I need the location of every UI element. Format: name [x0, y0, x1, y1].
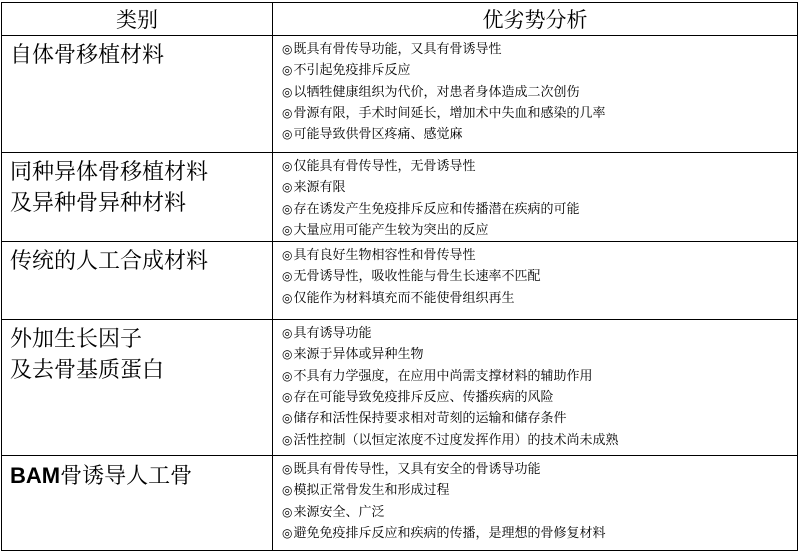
bullet-icon: ◎ [282, 347, 293, 362]
list-item: ◎避免免疫排斥反应和疾病的传播，是理想的骨修复材料 [282, 526, 606, 542]
bullet-icon: ◎ [282, 462, 293, 477]
bullet-icon: ◎ [282, 526, 293, 541]
list-item: ◎来源安全、广泛 [282, 504, 385, 520]
category-label: 外加生长因子 [10, 327, 143, 353]
bullet-icon: ◎ [282, 390, 293, 405]
list-item: ◎既具有骨传导性，又具有安全的骨诱导功能 [282, 462, 541, 478]
bullet-icon: ◎ [282, 63, 293, 78]
list-item: ◎存在诱发产生免疫排斥反应和传播潜在疾病的可能 [282, 201, 580, 217]
analysis-cell [273, 320, 798, 456]
header-analysis: 优劣势分析 [273, 3, 798, 36]
table-row [2, 456, 798, 551]
bullet-icon: ◎ [282, 326, 293, 341]
bullet-icon: ◎ [282, 248, 293, 263]
analysis-cell [273, 36, 798, 153]
table-row [2, 36, 798, 153]
analysis-cell [273, 153, 798, 242]
category-label: 同种异体骨移植材料 [10, 160, 209, 185]
category-cell [2, 36, 273, 153]
bullet-icon: ◎ [282, 84, 293, 99]
bullet-icon: ◎ [282, 127, 293, 142]
bullet-icon: ◎ [282, 432, 293, 447]
bullet-icon: ◎ [282, 222, 293, 237]
comparison-table [1, 2, 798, 551]
bullet-icon: ◎ [282, 42, 293, 56]
bullet-icon: ◎ [282, 201, 293, 216]
list-item: ◎模拟正常骨发生和形成过程 [282, 483, 450, 499]
list-item: ◎既具有骨传导功能，又具有骨诱导性 [282, 42, 502, 57]
list-item: ◎可能导致供骨区疼痛、感觉麻 [282, 127, 463, 143]
table-row [2, 153, 798, 242]
bullet-icon: ◎ [282, 180, 293, 195]
category-cell [2, 153, 273, 242]
bullet-icon: ◎ [282, 159, 293, 173]
list-item: ◎储存和活性保持要求相对苛刻的运输和储存条件 [282, 411, 567, 427]
list-item: ◎活性控制（以恒定浓度不过度发挥作用）的技术尚未成熟 [282, 432, 619, 448]
list-item: ◎不具有力学强度，在应用中尚需支撑材料的辅助作用 [282, 368, 593, 384]
bullet-icon: ◎ [282, 290, 293, 305]
category-cell [2, 242, 273, 320]
bullet-icon: ◎ [282, 368, 293, 383]
list-item: ◎存在可能导致免疫排斥反应、传播疾病的风险 [282, 390, 554, 406]
category-label: 自体骨移植材料 [10, 43, 165, 68]
header-row [2, 3, 798, 36]
header-category: 类别 [2, 3, 273, 36]
list-item: ◎来源于异体或异种生物 [282, 347, 424, 363]
category-label: 传统的人工合成材料 [10, 249, 209, 275]
list-item: ◎具有诱导功能 [282, 326, 372, 342]
category-cell [2, 456, 273, 551]
analysis-cell [273, 242, 798, 320]
list-item: ◎骨源有限，手术时间延长，增加术中失血和感染的几率 [282, 105, 606, 121]
list-item: ◎无骨诱导性，吸收性能与骨生长速率不匹配 [282, 269, 541, 285]
category-label: 及去骨基质蛋白 [10, 358, 165, 384]
list-item: ◎仅能具有骨传导性，无骨诱导性 [282, 159, 476, 174]
analysis-cell [273, 456, 798, 551]
bullet-icon: ◎ [282, 269, 293, 284]
bullet-icon: ◎ [282, 504, 293, 519]
category-label: 及异种骨异种材料 [10, 191, 187, 216]
list-item: ◎来源有限 [282, 180, 346, 196]
bullet-icon: ◎ [282, 483, 293, 498]
bullet-icon: ◎ [282, 411, 293, 426]
bullet-icon: ◎ [282, 105, 293, 120]
category-cell [2, 320, 273, 456]
list-item: ◎不引起免疫排斥反应 [282, 63, 411, 79]
list-item: ◎仅能作为材料填充而不能使骨组织再生 [282, 290, 515, 306]
table-row [2, 242, 798, 320]
category-label: 骨诱导人工骨 [60, 464, 193, 490]
category-prefix: BAM [10, 463, 61, 489]
list-item: ◎具有良好生物相容性和骨传导性 [282, 248, 476, 264]
list-item: ◎以牺牲健康组织为代价，对患者身体造成二次创伤 [282, 84, 580, 100]
table-row [2, 320, 798, 456]
list-item: ◎大量应用可能产生较为突出的反应 [282, 222, 489, 238]
